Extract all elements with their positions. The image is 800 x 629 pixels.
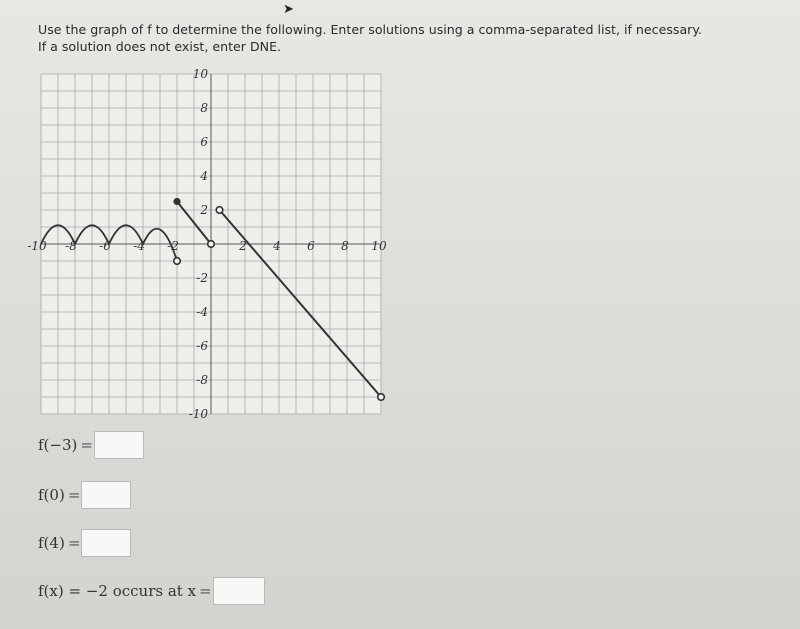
x-tick-label: 2 (239, 239, 247, 253)
mouse-cursor-icon: ➤ (283, 2, 294, 17)
answer-input-f-0[interactable] (81, 481, 131, 509)
instructions (38, 21, 778, 55)
equals-sign: = (67, 486, 81, 504)
question-f-4 (38, 529, 131, 557)
question-label: f(x) = −2 occurs at x (38, 582, 197, 600)
y-tick-label: -10 (188, 407, 208, 421)
y-tick-label: 8 (200, 101, 208, 115)
y-tick-label: -2 (196, 271, 208, 285)
instructions-line-1: Use the graph of f to determine the following. Enter solutions using a comma-separated list, if necessary. (38, 22, 702, 37)
answer-input-f-4[interactable] (81, 529, 131, 557)
x-tick-label: -2 (167, 239, 179, 253)
x-tick-label: 8 (341, 239, 349, 253)
equals-sign: = (80, 436, 93, 454)
y-tick-label: 4 (200, 169, 208, 183)
x-tick-label: 6 (307, 239, 315, 253)
y-tick-label: 10 (192, 67, 208, 81)
equals-sign: = (67, 534, 81, 552)
y-tick-label: 2 (200, 203, 208, 217)
y-tick-label: -8 (196, 373, 208, 387)
answer-input-x-where-f-neg2[interactable] (213, 577, 265, 605)
y-tick-label: -6 (196, 339, 208, 353)
x-tick-label: -8 (65, 239, 77, 253)
x-tick-label: 10 (371, 239, 387, 253)
x-tick-label: -10 (27, 239, 47, 253)
closed-point-marker (173, 198, 180, 205)
question-label: f(4) (38, 534, 65, 552)
question-label: f(0) (38, 486, 65, 504)
y-tick-label: 6 (200, 135, 208, 149)
open-point-marker (216, 207, 223, 214)
question-f-0 (38, 481, 131, 509)
question-f-neg3 (38, 431, 144, 459)
question-f-equals-neg2 (38, 577, 265, 605)
open-point-marker (174, 258, 181, 265)
function-graph (27, 66, 387, 421)
open-point-marker (378, 394, 385, 401)
x-tick-label: -6 (99, 239, 111, 253)
x-tick-label: -4 (133, 239, 145, 253)
equals-sign: = (199, 582, 212, 600)
answer-input-f-neg3[interactable] (94, 431, 144, 459)
open-point-marker (208, 241, 215, 248)
x-tick-label: 4 (273, 239, 281, 253)
y-tick-label: -4 (196, 305, 208, 319)
instructions-line-2: If a solution does not exist, enter DNE. (38, 39, 282, 54)
question-label: f(−3) (38, 436, 78, 454)
